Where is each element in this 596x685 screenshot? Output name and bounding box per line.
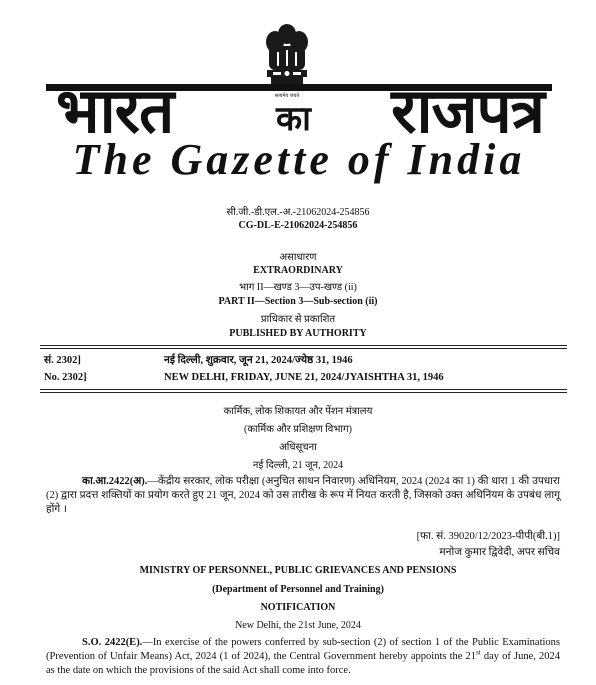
issue-date-hindi: नई दिल्ली, शुक्रवार, जून 21, 2024/ज्येष्ठ 31, 1946 <box>164 355 353 366</box>
registration-number-english: CG-DL-E-21062024-254856 <box>238 220 358 231</box>
department-english: (Department of Personnel and Training) <box>212 584 384 595</box>
masthead-hindi-word-3: राजपत्र <box>391 74 544 147</box>
file-number-hindi: [फा. सं. 39020/12/2023-पीपी(बी.1)] <box>416 531 560 542</box>
notification-heading-hindi: अधिसूचना <box>279 442 317 453</box>
masthead-english: The Gazette of India <box>72 135 526 184</box>
divider-top-inner <box>40 348 567 349</box>
masthead-hindi-word-2: का <box>276 99 311 139</box>
divider-bottom-inner <box>40 392 567 393</box>
authority-hindi: प्राधिकार से प्रकाशित <box>260 314 336 325</box>
issue-number-hindi: सं. 2302] <box>44 355 81 366</box>
notification-text-english-1: —In exercise of the powers conferred by sub-section (2) of section 1 of the Public Examinations (Prevention of Unfair Means) Act, 2024 (1 of 2024), the Central Government hereby appoints the 21 <box>46 637 560 662</box>
gazette-part-english: PART II—Section 3—Sub-section (ii) <box>218 296 378 307</box>
order-number-english: S.O. 2422(E). <box>82 637 143 648</box>
authority-english: PUBLISHED BY AUTHORITY <box>229 328 367 339</box>
ordinal-suffix: st <box>476 648 481 657</box>
notification-body-hindi <box>46 475 560 517</box>
place-date-hindi: नई दिल्ली, 21 जून, 2024 <box>252 460 344 471</box>
order-number-hindi: का.आ.2422(अ). <box>82 476 148 487</box>
divider-top <box>40 345 567 346</box>
notification-body-english <box>46 636 560 678</box>
notification-heading-english: NOTIFICATION <box>260 602 336 613</box>
gazette-type-hindi: असाधारण <box>279 252 317 263</box>
svg-text:सत्यमेव जयते: सत्यमेव जयते <box>274 93 300 99</box>
ministry-english: MINISTRY OF PERSONNEL, PUBLIC GRIEVANCES AND PENSIONS <box>139 565 457 576</box>
notification-text-hindi: —केंद्रीय सरकार, लोक परीक्षा (अनुचित साधन निवारण) अधिनियम, 2024 (2024 का 1) की धारा 1 की उपधारा (2) द्वारा प्रदत्त शक्तियों का प्रयोग करते हुए 21 जून, 2024 को उस तारीख के रूप में नियत करती है, जिसको उक्त अधिनियम के उपबंध लागू होंगे । <box>46 476 560 515</box>
masthead-hindi-word-1: भारत <box>56 74 174 147</box>
place-date-english: New Delhi, the 21st June, 2024 <box>235 620 361 631</box>
notification-text-english-2: day of June, 2024 as the date on which the provisions of the said Act shall come into force. <box>46 651 560 676</box>
issue-date-english: NEW DELHI, FRIDAY, JUNE 21, 2024/JYAISHTHA 31, 1946 <box>164 372 444 383</box>
issue-number-english: No. 2302] <box>44 372 87 383</box>
ministry-hindi: कार्मिक, लोक शिकायत और पेंशन मंत्रालय <box>223 406 373 417</box>
gazette-type-english: EXTRAORDINARY <box>253 265 343 276</box>
registration-number-hindi: सी.जी.-डी.एल.-अ.-21062024-254856 <box>226 207 370 218</box>
department-hindi: (कार्मिक और प्रशिक्षण विभाग) <box>244 424 352 435</box>
signatory-hindi: मनोज कुमार द्विवेदी, अपर सचिव <box>439 547 560 558</box>
divider-bottom <box>40 389 567 390</box>
gazette-part-hindi: भाग II—खण्ड 3—उप-खण्ड (ii) <box>239 282 357 293</box>
